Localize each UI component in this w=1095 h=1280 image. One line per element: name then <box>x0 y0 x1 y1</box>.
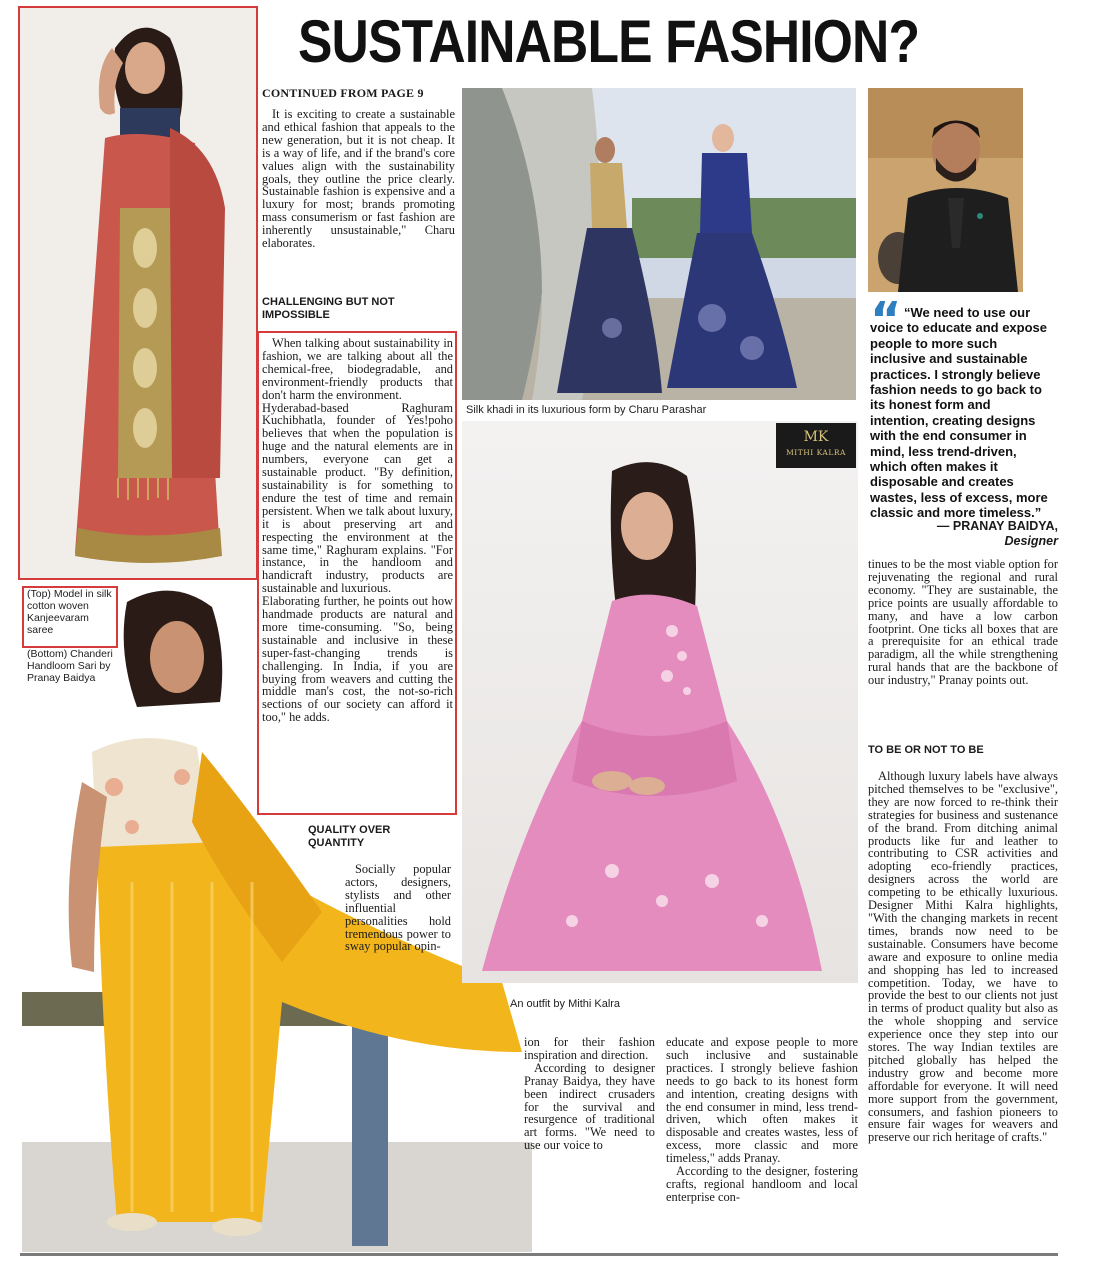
quote-attribution-name: — PRANAY BAIDYA, <box>936 519 1058 533</box>
bottom-rule <box>20 1253 1058 1256</box>
col1-paragraph-4: Elaborating further, he points out how handmade products are natural and more time-consuming. "So, being sustainable and inclusive in these super-fast-changing trends is challenging. In India, if you are buying from weavers and cutting the middle man's cost, the not-so-rich sections of our society can afford it too," he adds. <box>262 594 453 725</box>
subhead-challenging: CHALLENGING BUT NOT IMPOSSIBLE <box>262 296 395 321</box>
column-1-text-top <box>262 108 455 250</box>
pink-outfit-illustration <box>462 421 858 983</box>
photo-mithi-kalra-outfit <box>462 421 858 983</box>
col1-paragraph-1: It is exciting to create a sustainable and ethical fashion that appeals to the new generation, but it is not cheap. It is a way of life, and if the brand's core values align with the sustainability goals, they outline the price clearly. Sustainable fashion is expensive and a luxury for most; brands promoting mass consumerism or fast fashion are inherently unsustainable," Charu elaborates. <box>262 107 455 251</box>
headline: SUSTAINABLE FASHION? <box>298 8 920 75</box>
subhead-quality: QUALITY OVER QUANTITY <box>308 824 391 849</box>
col2-paragraph-2: According to designer Pranay Baidya, they have been indirect crusaders for the survival and resurgence of traditional art forms. "We need to use our voice to <box>524 1060 655 1153</box>
photo-silk-khadi <box>462 88 856 400</box>
column-4-text-top <box>868 558 1058 687</box>
pull-quote: “We need to use our voice to educate and expose people to more such inclusive and sustainable practices. I strongly believe fashion needs to go back to its honest form and intention, creating designs with the end consumer in mind, less trend-driven, which often makes it disposable and creates wastes, less of excess, more classic and more timeless.” <box>870 305 1048 521</box>
continued-label: CONTINUED FROM PAGE 9 <box>262 86 424 100</box>
red-saree-illustration <box>20 8 256 578</box>
quote-mark-icon: “ <box>870 292 902 348</box>
caption-left-bottom: (Bottom) Chanderi Handloom Sari by Pranay Baidya <box>27 648 113 684</box>
col3-paragraph-2: According to the designer, fostering crafts, regional handloom and local enterprise con- <box>666 1164 858 1204</box>
column-1-text-middle <box>262 337 453 724</box>
quote-attribution-role: Designer <box>1004 534 1058 548</box>
caption-left-top: (Top) Model in silk cotton woven Kanjeevaram saree <box>27 588 112 636</box>
caption-mithi-kalra: An outfit by Mithi Kalra <box>510 998 621 1010</box>
subhead-to-be: TO BE OR NOT TO BE <box>868 744 984 756</box>
col1-paragraph-3: Hyderabad-based Raghuram Kuchibhatla, founder of Yes!poho believes that when the population is huge and the natural elements are in numbers, everyone can get a sustainable product. "By definition, sustainability is for something to endure the test of time and remain persistent. When we talk about luxury, it is about preserving art and respecting the environment at the same time," Raghuram explains. "For instance, in the handloom and handicraft industry, products are sustainable and luxurious. <box>262 400 453 596</box>
caption-silk-khadi: Silk khadi in its luxurious form by Charu Parashar <box>466 404 707 416</box>
silk-khadi-illustration <box>462 88 856 400</box>
col2-paragraph-1: ion for their fashion inspiration and direction. <box>524 1035 655 1062</box>
col3-paragraph-1: educate and expose people to more such inclusive and sustainable practices. I strongly believe fashion needs to go back to its honest form and intention, creating designs with the end consumer in mind, less trend-driven, which often makes it disposable and creates wastes, less of excess, more classic and more timeless," adds Pranay. <box>666 1035 858 1166</box>
logo-text: MITHI KALRA <box>786 448 846 457</box>
column-1-text-bottom <box>345 863 451 953</box>
col4-paragraph-2: Although luxury labels have always pitched themselves to be "exclusive", they are now forced to re-think their strategies for business and sustenance of the brand. From ditching animal products like fur and leather to contributing to CSR activities and adopting eco-friendly practices, designers across the world are competing to be ethically luxurious. Designer Mithi Kalra highlights, "With the changing markets in recent times, brands now need to be sustainable. Consumers have become aware and exposure to online media and shopping has led to increased competition. Today, we have to provide the best to our clients not just in terms of product quality but also as the whole shopping and service experience once they step into our stores. The way Indian textiles are pitched globally has helped the industry grow and become more affordable for everyone. It will need more support from the government, consumers, and fashion pioneers to ensure fair wages for weavers and preserve our rich heritage of crafts." <box>868 769 1058 1145</box>
photo-red-saree-model <box>18 6 258 580</box>
column-3-text <box>666 1036 858 1204</box>
column-2-text <box>524 1036 655 1152</box>
column-4-text-bottom <box>868 770 1058 1144</box>
portrait-illustration <box>868 88 1023 292</box>
col4-paragraph-1: tinues to be the most viable option for rejuvenating the regional and rural economy. "They are sustainable, the price points are usually affordable to many, and have a low carbon footprint. One ticks all boxes that are a prerequisite for an ethical trade paradigm, all the while strengthening rural hands that are the backbone of our industry," Pranay points out. <box>868 557 1058 688</box>
logo-mark: MK <box>803 429 829 445</box>
col1-paragraph-5: Socially popular actors, designers, stylists and other influential personalities hold tremendous power to sway popular opin- <box>345 862 451 954</box>
col1-paragraph-2: When talking about sustainability in fashion, we are talking about all the chemical-free, biodegradable, and environment-friendly products that don't harm the environment. <box>262 336 453 402</box>
photo-pranay-baidya <box>868 88 1023 292</box>
mithi-kalra-logo <box>776 423 856 468</box>
